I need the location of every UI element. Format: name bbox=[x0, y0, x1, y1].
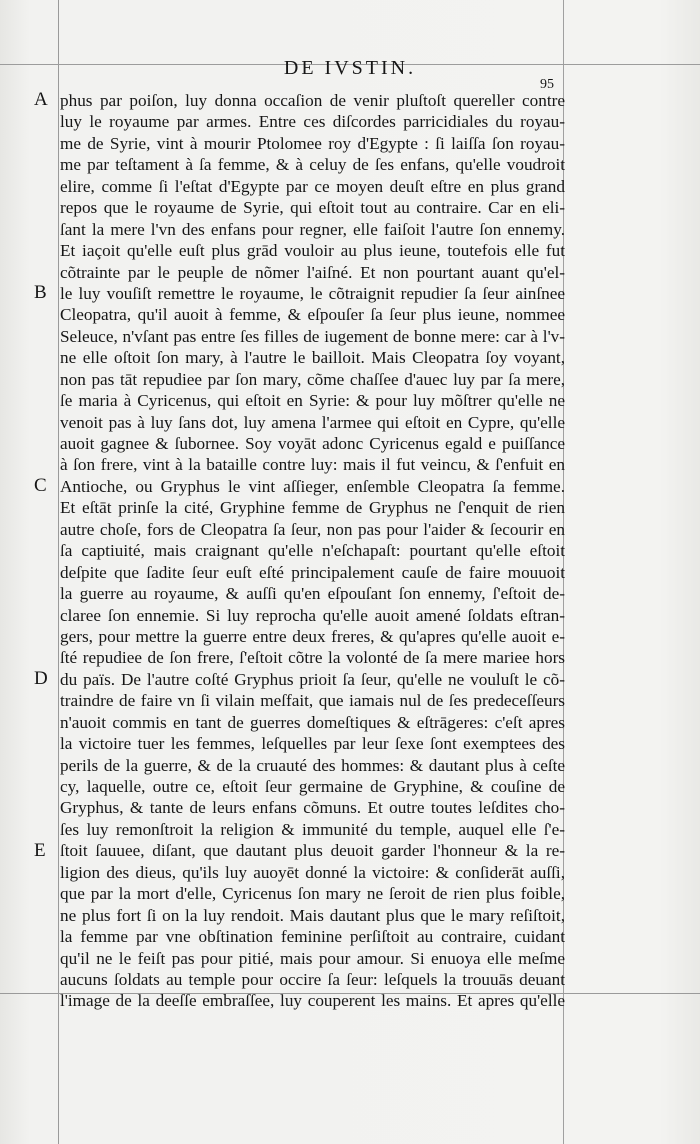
text-line: ne elle oſtoit ſon mary, à l'autre le bailloit. Mais Cleopatra ſoy voyant, bbox=[60, 348, 565, 368]
text-line: la guerre au royaume, & auſſi qu'en eſpouſant ſon ennemy, ſ'eſtoit de- bbox=[60, 584, 565, 604]
margin-letter-a: A bbox=[34, 89, 48, 110]
text-line: à ſon frere, vint à la bataille contre luy: mais il fut veincu, & ſ'enfuit en bbox=[60, 455, 565, 475]
page-number: 95 bbox=[540, 77, 554, 92]
text-line: que par la mort d'elle, Cyricenus ſon mary ne ſeroit de rien plus foible, bbox=[60, 884, 565, 904]
margin-letter-e: E bbox=[34, 839, 46, 861]
running-title: DE IVSTIN. bbox=[283, 57, 417, 79]
text-line: me de Syrie, vint à mourir Ptolomee roy d'Egypte : ſi laiſſa ſon royau- bbox=[60, 133, 565, 153]
text-line: Seleuce, n'vſant pas entre ſes filles de iugement de bonne mere: car à l'v- bbox=[60, 326, 565, 346]
text-line: perils de la guerre, & de la cruauté des hommes: & dautant plus à ceſte bbox=[60, 755, 565, 775]
text-line: deſpite que ſadite ſeur euſt eſté principalement cauſe de faire mouuoit bbox=[60, 562, 565, 582]
text-line: cõtrainte par le peuple de nõmer l'aiſné. Et non pourtant auant qu'el- bbox=[60, 262, 565, 282]
text-line: ne plus fort ſi on la luy rendoit. Mais dautant plus que le mary reſiſtoit, bbox=[60, 905, 565, 925]
text-line: la victoire tuer les femmes, leſquelles par leur ſexe ſont exemptees des bbox=[60, 734, 565, 754]
margin-letter-b: B bbox=[34, 282, 47, 304]
text-line: elire, comme ſi l'eſtat d'Egypte par ce moyen deuſt eſtre en plus grand bbox=[60, 176, 565, 196]
text-line: traindre de faire vn ſi vilain meſfait, que iamais nul de ſes predeceſſeurs bbox=[60, 691, 565, 711]
text-line: gers, pour mettre la guerre entre deux freres, & qu'apres qu'elle auoit e- bbox=[60, 626, 565, 646]
text-line: cy, laquelle, outre ce, eſtoit ſeur germaine de Gryphine, & couſine de bbox=[60, 777, 565, 796]
text-line: le luy vouſiſt remettre le royaume, le cõtraignit repudier ſa ſeur ainſnee bbox=[60, 283, 565, 303]
text-line: ſté repudiee de ſon frere, ſ'eſtoit cõtre la volonté de ſa mere mariee hors bbox=[60, 648, 565, 668]
text-line: aucuns ſoldats au temple pour occire ſa ſeur: leſquels la trouuās deuant bbox=[60, 969, 565, 989]
text-line: la femme par vne obſtination feminine perſiſtoit au contraire, cuidant bbox=[60, 927, 565, 947]
text-line: phus par poiſon, luy donna occaſion de venir pluſtoſt quereller contre bbox=[60, 91, 565, 110]
text-line: ſa captiuité, mais craignant qu'elle n'eſchapaſt: pourtant qu'elle eſtoit bbox=[60, 541, 565, 561]
text-line: claree ſon ennemie. Si luy reprocha qu'elle auoit amené ſoldats eſtran- bbox=[60, 605, 565, 625]
text-line: autre choſe, fors de Cleopatra ſa ſeur, non pas pour l'aider & ſecourir en bbox=[60, 519, 565, 539]
body-text bbox=[60, 90, 565, 1012]
text-line: ſes luy remonſtroit la religion & immunité du temple, auquel elle ſ'e- bbox=[60, 819, 565, 839]
text-line: non pas tāt repudiee par ſon mary, cõme chaſſee d'auec luy par ſa mere, bbox=[60, 369, 565, 389]
left-margin-rule bbox=[58, 0, 59, 1144]
text-line: me par teſtament à ſa femme, & à celuy de ſes enfans, qu'elle voudroit bbox=[60, 155, 565, 175]
text-line: ſant la mere l'vn des enfans pour regner, elle faiſoit l'autre ſon ennemy. bbox=[60, 219, 565, 239]
text-line: n'auoit commis en tant de guerres domeſtiques & eſtrāgeres: c'eſt apres bbox=[60, 712, 565, 732]
text-line: venoit pas à luy ſans dot, luy amena l'armee qui eſtoit en Cypre, qu'elle bbox=[60, 412, 565, 432]
text-line: Et eſtāt prinſe la cité, Gryphine femme de Gryphus ne ſ'enquit de rien bbox=[60, 498, 565, 518]
text-line: auoit gagnee & ſubornee. Soy voyāt adonc Cyricenus egald e puiſſance bbox=[60, 434, 565, 453]
text-line: ligion des dieus, qu'ils luy auoyēt donné la victoire: & conſiderāt auſſi, bbox=[60, 862, 565, 882]
text-line: Et iaçoit qu'elle euſt plus grād vouloir au plus ieune, toutefois elle fut bbox=[60, 241, 565, 261]
text-line: Gryphus, & tante de leurs enfans cõmuns. Et outre toutes leſdites cho- bbox=[60, 798, 565, 818]
margin-letter-c: C bbox=[34, 475, 47, 497]
text-line: ſtoit ſauuee, diſant, que dautant plus deuoit garder l'honneur & la re- bbox=[60, 841, 565, 861]
text-line: l'image de la deeſſe embraſſee, luy couperent les mains. Et apres qu'elle bbox=[60, 991, 565, 1011]
text-line: Antioche, ou Gryphus le vint aſſieger, enſemble Cleopatra ſa femme. bbox=[60, 476, 565, 496]
text-line: repos que le royaume de Syrie, qui eſtoit tout au contraire. Car en eli- bbox=[60, 198, 565, 218]
text-line: qu'il ne le feiſt pas pour pitié, mais pour amour. Si enuoya elle meſme bbox=[60, 948, 565, 968]
text-line: Cleopatra, qu'il auoit à femme, & eſpouſer ſa ſeur plus ieune, nommee bbox=[60, 305, 565, 325]
text-line: ſe maria à Cyricenus, qui eſtoit en Syrie: & pour luy mõſtrer qu'elle ne bbox=[60, 391, 565, 411]
text-line: luy le royaume par armes. Entre ces diſcordes parricidiales du royau- bbox=[60, 112, 565, 132]
margin-letter-d: D bbox=[34, 668, 48, 690]
text-line: du païs. De l'autre coſté Gryphus prioit ſa ſeur, qu'elle ne vouluſt le cõ- bbox=[60, 669, 565, 689]
